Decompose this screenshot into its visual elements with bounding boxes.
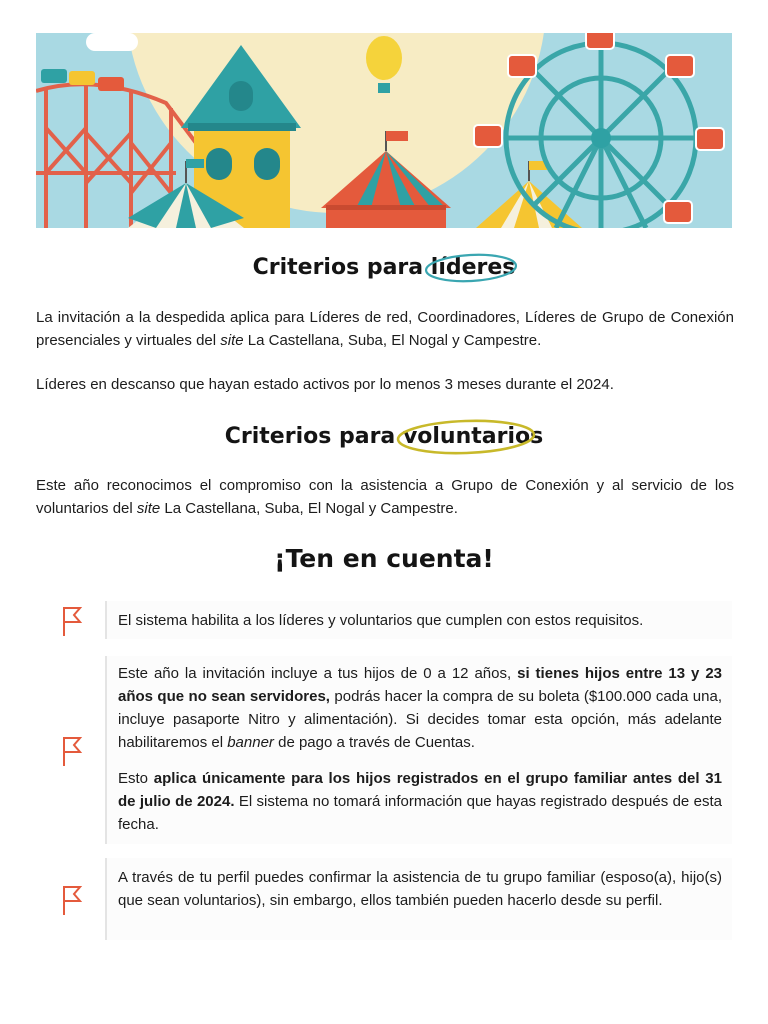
- heading-text: Criterios para: [224, 424, 403, 449]
- flag-icon: [58, 883, 84, 917]
- text: La invitación a la despedida aplica para Líderes de red, Coordinadores, Líderes de Grupo de Conexión presenciales y virtuales del: [36, 309, 734, 349]
- text: Este año reconocimos el compromiso con la asistencia a Grupo de Conexión y al servicio de los voluntarios del: [36, 477, 734, 517]
- note-box: [105, 656, 732, 844]
- lideres-paragraph: [36, 306, 734, 352]
- heading-ten-en-cuenta: ¡Ten en cuenta!: [274, 544, 494, 573]
- text: El sistema no tomará información que hayas registrado después de esta fecha.: [118, 793, 722, 833]
- flag-icon: [58, 604, 84, 638]
- note-hijos: [36, 656, 732, 844]
- note-text: [118, 767, 722, 836]
- bold-text: si tienes hijos entre 13 y 23 años que no sean servidores,: [118, 665, 722, 705]
- note-box: [105, 601, 732, 639]
- highlighted-word: [403, 424, 543, 449]
- lideres-descanso-paragraph: Líderes en descanso que hayan estado activos por lo menos 3 meses durante el 2024.: [36, 376, 614, 393]
- text: de pago a través de Cuentas.: [273, 734, 475, 751]
- note-text: El sistema habilita a los líderes y voluntarios que cumplen con estos requisitos.: [118, 612, 644, 629]
- italic-text: site: [136, 500, 161, 517]
- text: Esto: [118, 770, 154, 787]
- note-text: A través de tu perfil puedes confirmar la asistencia de tu grupo familiar (esposo(a), hijo(s) que sean voluntarios), sin embargo, ellos también pueden hacerlo desde su perfil.: [118, 869, 722, 909]
- text: podrás hacer la compra de su boleta ($100.000 cada una, incluye pasaporte Nitro y alimentación). Si decides tomar esta opción, más adelante habilitaremos el: [118, 688, 722, 751]
- italic-text: site: [220, 332, 244, 349]
- note-perfil: [36, 858, 732, 940]
- heading-text: Criterios para: [252, 255, 431, 280]
- highlighted-word: [431, 255, 516, 280]
- note-sistema: [36, 601, 732, 639]
- amusement-park-illustration: [36, 33, 732, 228]
- heading-highlight-text: voluntarios: [402, 424, 544, 449]
- heading-criterios-voluntarios: [0, 424, 768, 449]
- note-box: [105, 858, 732, 940]
- text: La Castellana, Suba, El Nogal y Campestre.: [160, 500, 458, 517]
- italic-text: banner: [227, 734, 274, 751]
- heading-highlight-text: líderes: [430, 255, 516, 280]
- bold-text: aplica únicamente para los hijos registrados en el grupo familiar antes del 31 de julio de 2024.: [118, 770, 722, 810]
- text: Este año la invitación incluye a tus hijos de 0 a 12 años,: [118, 665, 518, 682]
- heading-criterios-lideres: [0, 255, 768, 280]
- amusement-park-banner: [36, 33, 732, 228]
- text: La Castellana, Suba, El Nogal y Campestre.: [243, 332, 542, 349]
- voluntarios-paragraph: [36, 474, 734, 520]
- note-text: [118, 662, 722, 754]
- flag-icon: [58, 734, 84, 768]
